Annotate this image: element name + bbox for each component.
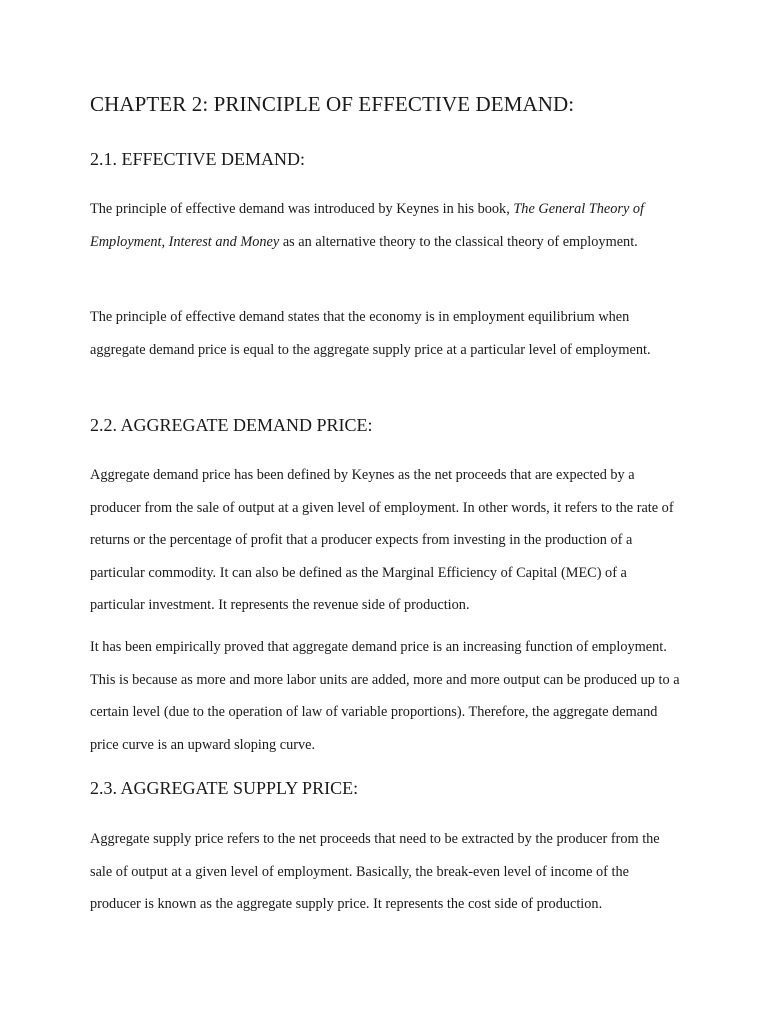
paragraph-effective-demand-intro <box>90 193 680 258</box>
book-title: The General Theory of Employment, Interest and Money <box>90 201 644 250</box>
chapter-title: CHAPTER 2: PRINCIPLE OF EFFECTIVE DEMAND: <box>90 92 575 116</box>
paragraph-text: The principle of effective demand was introduced by Keynes in his book, <box>90 201 514 217</box>
paragraph-aggregate-demand-curve: It has been empirically proved that aggregate demand price is an increasing function of employment. This is because as more and more labor units are added, more and more output can be produced up to a certain level (due to the operation of law of variable proportions). Therefore, the aggregate demand price curve is an upward sloping curve. <box>90 639 680 753</box>
paragraph-aggregate-demand-definition: Aggregate demand price has been defined by Keynes as the net proceeds that are expected by a producer from the sale of output at a given level of employment. In other words, it refers to the rate of returns or the percentage of profit that a producer expects from investing in the production of a particular commodity. It can also be defined as the Marginal Efficiency of Capital (MEC) of a particular investment. It represents the revenue side of production. <box>90 467 674 613</box>
paragraph-effective-demand-definition: The principle of effective demand states that the economy is in employment equilibrium when aggregate demand price is equal to the aggregate supply price at a particular level of employment. <box>90 309 651 358</box>
paragraph-text: as an alternative theory to the classical theory of employment. <box>279 233 638 250</box>
document-page <box>90 0 680 1024</box>
section-heading-aggregate-demand-price: 2.2. AGGREGATE DEMAND PRICE: <box>90 415 373 435</box>
section-heading-aggregate-supply-price: 2.3. AGGREGATE SUPPLY PRICE: <box>90 778 359 798</box>
paragraph-aggregate-supply-definition: Aggregate supply price refers to the net proceeds that need to be extracted by the producer from the sale of output at a given level of employment. Basically, the break-even level of income of the producer is known as the aggregate supply price. It represents the cost side of production. <box>90 831 660 912</box>
section-heading-effective-demand: 2.1. EFFECTIVE DEMAND: <box>90 149 305 169</box>
